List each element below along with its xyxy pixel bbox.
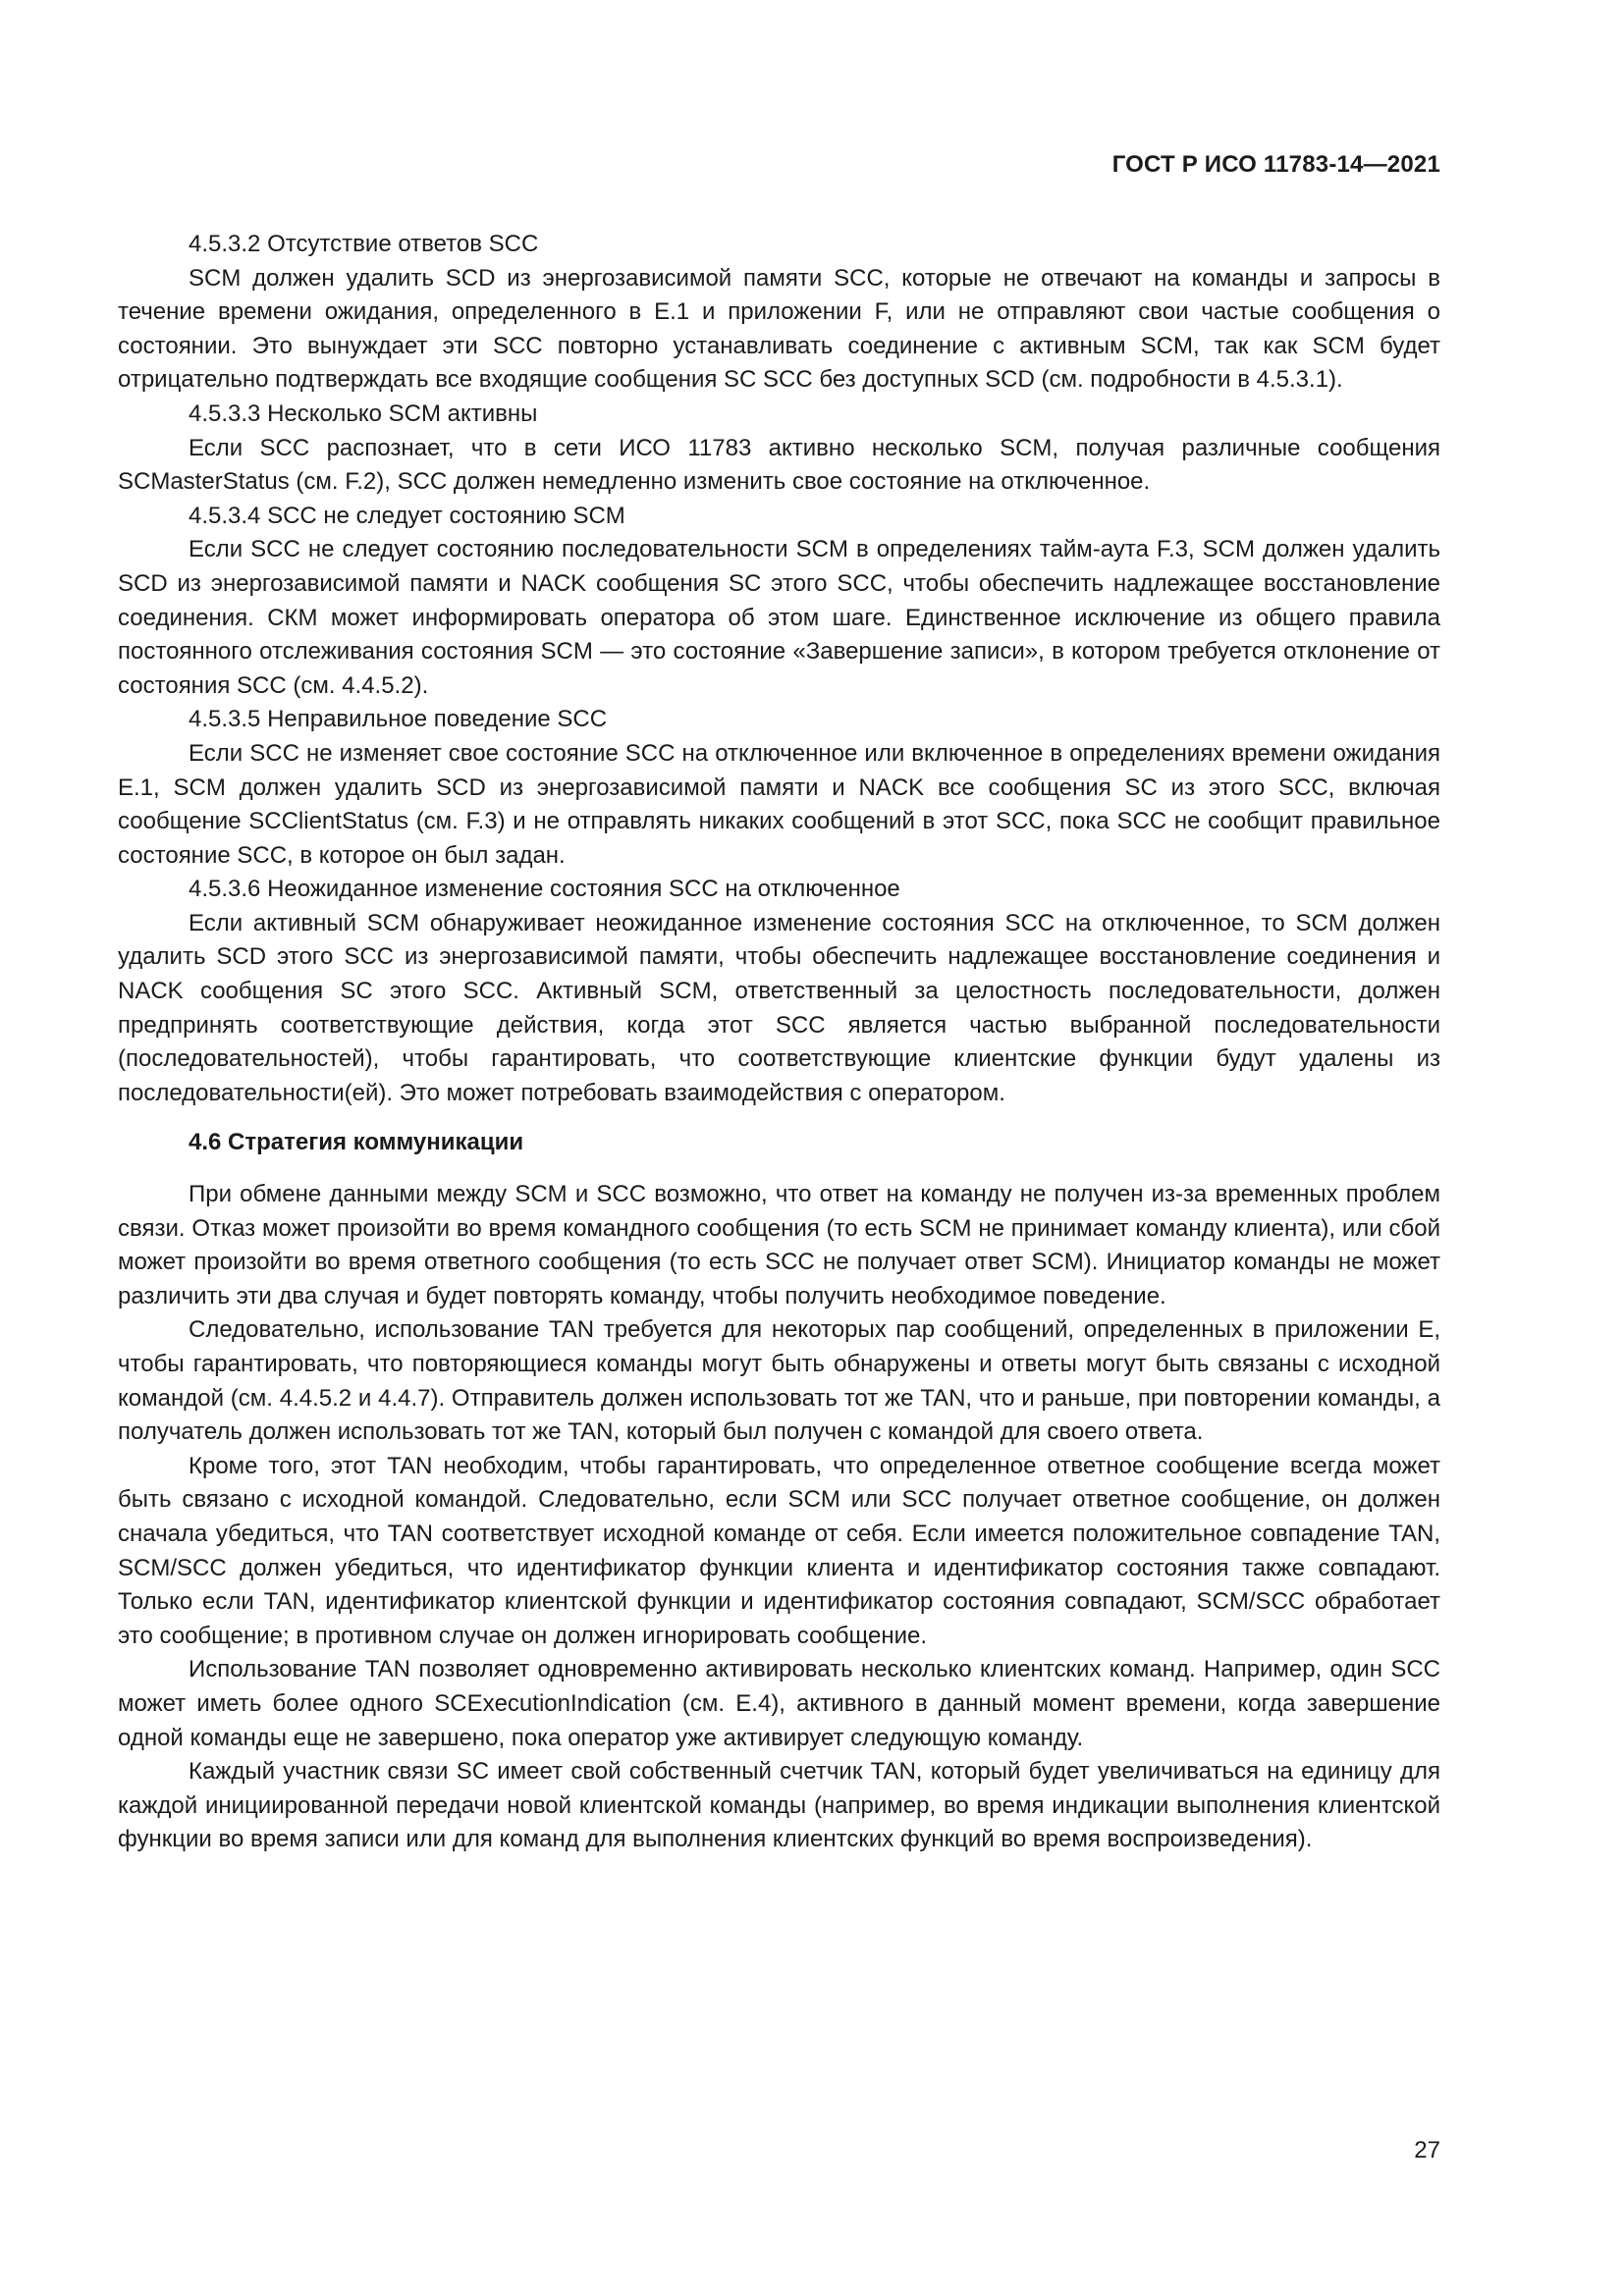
paragraph: При обмене данными между SCM и SCC возможно, что ответ на команду не получен из-за временных проблем связи. Отказ может произойти во время командного сообщения (то есть SCM не принимает команду клиента), или сбой может произойти во время ответного сообщения (то есть SCC не получает ответ SCM). Инициатор команды не может различить эти два случая и будет повторять команду, чтобы получить необходимое поведение. [118, 1181, 1440, 1309]
section-heading: 4.6 Стратегия коммуникации [189, 1129, 524, 1156]
section-title: 4.5.3.3 Несколько SCM активны [189, 400, 538, 427]
document-header: ГОСТ Р ИСО 11783-14—2021 [1111, 151, 1440, 178]
paragraph: Если активный SCM обнаруживает неожиданное изменение состояния SCC на отключенное, то SCM должен удалить SCD этого SCC из энергозависимой памяти, чтобы обеспечить надлежащее восстановление соединения и NACK сообщения SC этого SCC. Активный SCM, ответственный за целостность последовательности, должен предпринять соответствующие действия, когда этот SCC является частью выбранной последовательности (последовательностей), чтобы гарантировать, что соответствующие клиентские функции будут удалены из последовательности(ей). Это может потребовать взаимодействия с оператором. [118, 909, 1440, 1106]
section-title: 4.5.3.5 Неправильное поведение SCC [189, 706, 608, 733]
paragraph: SCM должен удалить SCD из энергозависимой памяти SCC, которые не отвечают на команды и запросы в течение времени ожидания, определенного в Е.1 и приложении F, или не отправляют свои частые сообщения о состоянии. Это вынуждает эти SCC повторно устанавливать соединение с активным SCM, так как SCM будет отрицательно подтверждать все входящие сообщения SC SCC без доступных SCD (см. подробности в 4.5.3.1). [118, 264, 1440, 394]
paragraph: Если SCC не изменяет свое состояние SCC на отключенное или включенное в определениях времени ожидания Е.1, SCM должен удалить SCD из энергозависимой памяти и NACK все сообщения SC из этого SCC, включая сообщение SCClientStatus (см. F.3) и не отправлять никаких сообщений в этот SCC, пока SCC не сообщит правильное состояние SCC, в которое он был задан. [118, 739, 1440, 869]
page-number: 27 [1414, 2137, 1440, 2163]
section-title: 4.5.3.6 Неожиданное изменение состояния SCC на отключенное [189, 876, 900, 903]
paragraph: Если SCC не следует состоянию последовательности SCM в определениях тайм-аута F.3, SCM должен удалить SCD из энергозависимой памяти и NACK сообщения SC этого SCC, чтобы обеспечить надлежащее восстановление соединения. СКМ может информировать оператора об этом шаге. Единственное исключение из общего правила постоянного отслеживания состояния SCM — это состояние «Завершение записи», в котором требуется отклонение от состояния SCC (см. 4.4.5.2). [118, 536, 1440, 699]
document-body [118, 228, 1440, 1857]
paragraph: Использование TAN позволяет одновременно активировать несколько клиентских команд. Например, один SCC может иметь более одного SCExecutionIndication (см. Е.4), активного в данный момент времени, когда завершение одной команды еще не завершено, пока оператор уже активирует следующую команду. [118, 1656, 1440, 1751]
paragraph: Кроме того, этот TAN необходим, чтобы гарантировать, что определенное ответное сообщение всегда может быть связано с исходной командой. Следовательно, если SCM или SCC получает ответное сообщение, он должен сначала убедиться, что TAN соответствует исходной команде от себя. Если имеется положительное совпадение TAN, SCM/SCC должен убедиться, что идентификатор функции клиента и идентификатор состояния также совпадают. Только если TAN, идентификатор клиентской функции и идентификатор состояния совпадают, SCM/SCC обработает это сообщение; в противном случае он должен игнорировать сообщение. [118, 1452, 1440, 1649]
section-title: 4.5.3.4 SCC не следует состоянию SCM [189, 502, 625, 529]
paragraph: Следовательно, использование TAN требуется для некоторых пар сообщений, определенных в приложении Е, чтобы гарантировать, что повторяющиеся команды могут быть обнаружены и ответы могут быть связаны с исходной командой (см. 4.4.5.2 и 4.4.7). Отправитель должен использовать тот же TAN, что и раньше, при повторении команды, а получатель должен использовать тот же TAN, который был получен с командой для своего ответа. [118, 1316, 1440, 1446]
paragraph: Каждый участник связи SC имеет свой собственный счетчик TAN, который будет увеличиваться на единицу для каждой инициированной передачи новой клиентской команды (например, во время индикации выполнения клиентской функции во время записи или для команд для выполнения клиентских функций во время воспроизведения). [118, 1758, 1440, 1853]
paragraph: Если SCC распознает, что в сети ИСО 11783 активно несколько SCM, получая различные сообщения SCMasterStatus (см. F.2), SCC должен немедленно изменить свое состояние на отключенное. [118, 434, 1440, 496]
section-title: 4.5.3.2 Отсутствие ответов SCC [189, 231, 539, 257]
